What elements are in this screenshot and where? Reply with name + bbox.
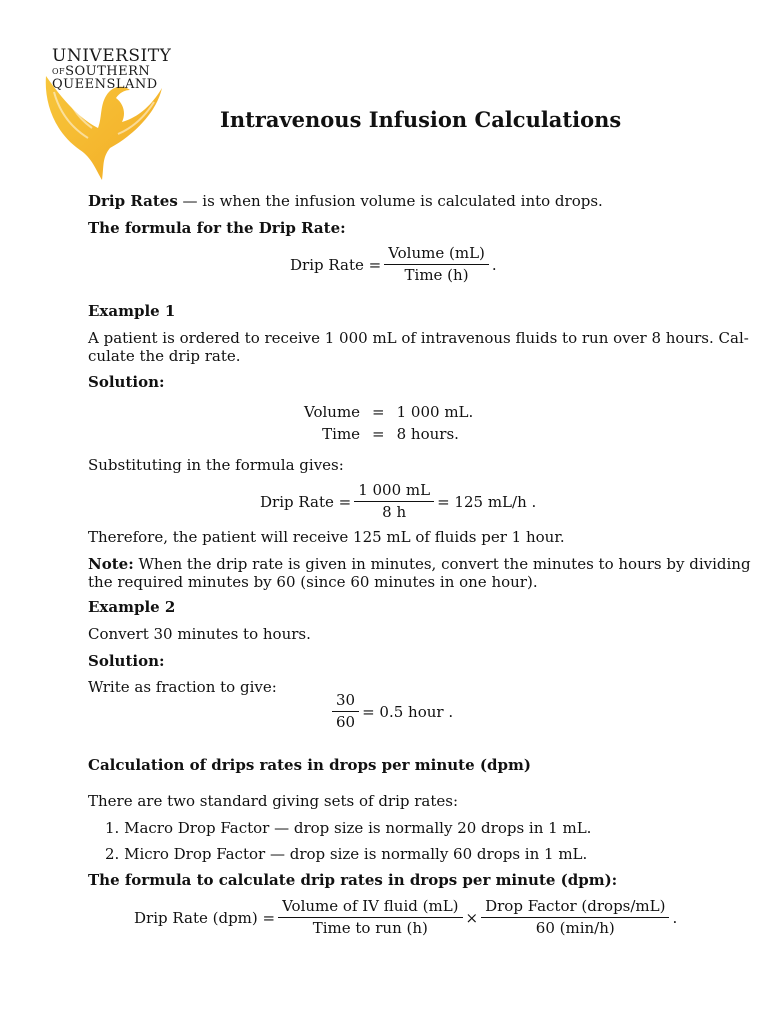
formula-denominator: Time (h)	[404, 266, 469, 284]
logo-line-queensland: QUEENSLAND	[52, 77, 158, 92]
calc-lhs: Drip Rate =	[260, 492, 352, 511]
note-text-1: When the drip rate is given in minutes, convert the minutes to hours by dividing	[133, 555, 751, 573]
dpm-lhs: Drip Rate (dpm) =	[134, 908, 276, 927]
write-fraction-text: Write as fraction to give:	[88, 678, 277, 696]
dpm-numerator-1: Volume of IV fluid (mL)	[278, 898, 462, 918]
example1-text-1: A patient is ordered to receive 1 000 mL of intravenous fluids to run over 8 hours. Cal-	[88, 329, 749, 347]
example1-text-2: culate the drip rate.	[88, 347, 241, 365]
intro-line	[88, 192, 603, 210]
formula-fraction	[384, 245, 489, 284]
time-value: 8 hours.	[396, 425, 459, 443]
list-item-text: Micro Drop Factor — drop size is normally 60 drops in 1 mL.	[124, 845, 588, 863]
intro-bold: Drip Rates	[88, 192, 178, 210]
drip-rate-formula	[290, 245, 497, 284]
example2-heading: Example 2	[88, 598, 176, 616]
logo-southern: SOUTHERN	[65, 64, 151, 79]
calc-denominator: 8 h	[382, 503, 407, 521]
dpm-formula	[134, 898, 677, 937]
time-eq: =	[372, 425, 385, 443]
example1-heading: Example 1	[88, 302, 176, 320]
times-sign: ×	[465, 908, 479, 927]
dpm-fraction-2	[481, 898, 669, 937]
dpm-denominator-1: Time to run (h)	[312, 919, 428, 937]
ex2-denominator: 60	[336, 713, 356, 731]
calc-numerator: 1 000 mL	[354, 482, 434, 502]
example2-calculation	[329, 692, 453, 731]
list-item	[105, 845, 587, 863]
therefore-text: Therefore, the patient will receive 125 mL of fluids per 1 hour.	[88, 528, 565, 546]
list-item	[105, 819, 591, 837]
volume-eq: =	[372, 403, 385, 421]
volume-value: 1 000 mL.	[396, 403, 474, 421]
example1-solution: Solution:	[88, 373, 165, 391]
calc-rhs: = 125 mL/h .	[437, 492, 537, 511]
dpm-fraction-1	[278, 898, 462, 937]
formula-heading: The formula for the Drip Rate:	[88, 219, 346, 237]
ex2-fraction	[332, 692, 359, 731]
list-item-number: 2.	[105, 845, 120, 863]
dpm-end: .	[672, 908, 678, 927]
list-item-text: Macro Drop Factor — drop size is normally 20 drops in 1 mL.	[124, 819, 592, 837]
dpm-formula-heading: The formula to calculate drip rates in drops per minute (dpm):	[88, 871, 618, 889]
logo-line-university: UNIVERSITY	[52, 46, 172, 66]
dpm-heading: Calculation of drips rates in drops per minute (dpm)	[88, 756, 531, 774]
logo-of: OF	[52, 67, 66, 76]
formula-numerator: Volume (mL)	[384, 245, 489, 265]
ex2-rhs: = 0.5 hour .	[362, 702, 454, 721]
time-label: Time	[322, 425, 361, 443]
dpm-numerator-2: Drop Factor (drops/mL)	[481, 898, 669, 918]
example2-text: Convert 30 minutes to hours.	[88, 625, 311, 643]
page-title: Intravenous Infusion Calculations	[220, 107, 622, 132]
note-line-2: the required minutes by 60 (since 60 minutes in one hour).	[88, 573, 538, 591]
dpm-intro: There are two standard giving sets of drip rates:	[88, 792, 459, 810]
formula-end: .	[491, 255, 497, 274]
given-values	[298, 401, 479, 445]
example1-calculation	[260, 482, 536, 521]
note-bold: Note:	[88, 555, 134, 573]
ex2-numerator: 30	[332, 692, 359, 712]
calc-fraction	[354, 482, 434, 521]
formula-lhs: Drip Rate =	[290, 255, 382, 274]
note-line-1	[88, 555, 751, 573]
substituting-text: Substituting in the formula gives:	[88, 456, 344, 474]
intro-text: — is when the infusion volume is calculated into drops.	[177, 192, 603, 210]
list-item-number: 1.	[105, 819, 120, 837]
example2-solution: Solution:	[88, 652, 165, 670]
dpm-denominator-2: 60 (min/h)	[535, 919, 615, 937]
volume-label: Volume	[304, 403, 361, 421]
